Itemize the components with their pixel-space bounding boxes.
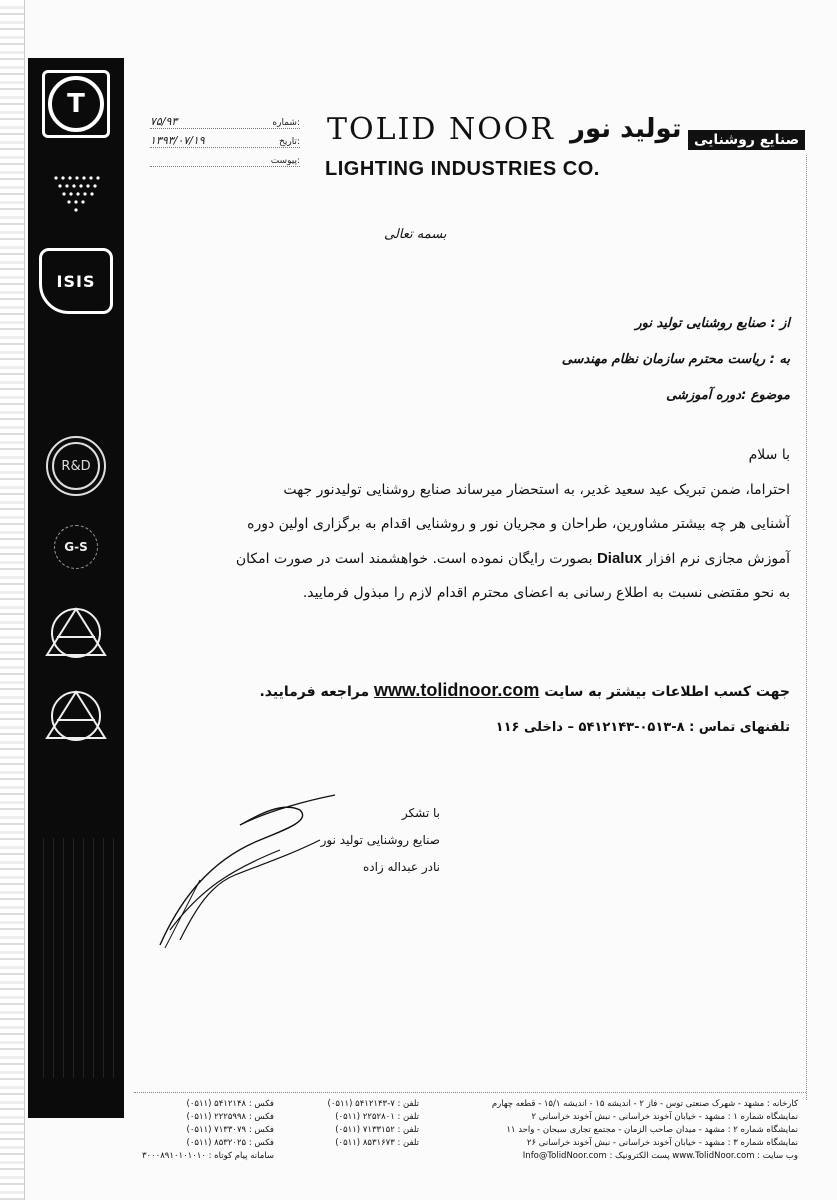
footer-sms: سامانه پیام کوتاه : ۳۰۰۰۸۹۱۰۱۰۱۰۱۰ — [141, 1151, 274, 1161]
footer-phones — [274, 1098, 419, 1150]
subject-line: موضوع :دوره آموزشی — [666, 388, 790, 403]
brand-tagline: صنایع روشنایی — [688, 130, 805, 150]
from-line: از : صنایع روشنایی تولید نور — [635, 316, 790, 331]
rd-seal-icon — [46, 436, 106, 496]
body-line-3-b: بصورت رایگان نموده است. خواهشمند است در صورت امکان — [235, 550, 593, 567]
letter-meta — [410, 306, 790, 414]
letter-body — [150, 438, 790, 611]
footer-faxes — [134, 1098, 274, 1163]
footer-phone: تلفن : ۷-۵۴۱۲۱۴۳ (۰۵۱۱) — [327, 1099, 419, 1109]
date-field — [150, 131, 300, 148]
attachment-label: پیوست: — [270, 156, 300, 166]
sign-name: نادر عبداله زاده — [362, 860, 440, 874]
letterhead-footer — [134, 1098, 804, 1178]
footer-addresses — [468, 1098, 798, 1163]
body-line-3 — [150, 542, 790, 577]
footer-address: کارخانه : مشهد - شهرک صنعتی توس - فاز ۲ - اندیشه ۱۵ - اندیشه ۱۵/۱ - قطعه چهارم — [491, 1099, 798, 1109]
attachment-field — [150, 150, 300, 167]
standard-seal-icon — [41, 686, 111, 748]
frame-bottom — [134, 1092, 806, 1093]
logo-letter: T — [48, 76, 104, 132]
brand-name-latin: TOLID NOOR — [327, 112, 555, 147]
body-line-1: احتراما، ضمن تبریک عید سعید غدیر، به استحضار میرساند صنایع روشنایی تولیدنور جهت — [283, 481, 790, 498]
phone-line: تلفنهای تماس : ۸-۰۵۱۳-۵۴۱۲۱۴۳ – داخلی ۱۱۶ — [495, 720, 790, 735]
certification-seal-icon — [41, 603, 111, 665]
basmala: بسمه تعالی — [384, 227, 447, 242]
date-label: تاریخ: — [279, 137, 300, 147]
brand-name-persian: تولید نور — [570, 114, 682, 144]
footer-phone: تلفن : ۲۲۵۲۸۰۱ (۰۵۱۱) — [335, 1112, 419, 1122]
website-intro: جهت کسب اطلاعات بیشتر به سایت — [544, 684, 790, 700]
dialux-keyword: Dialux — [596, 549, 642, 567]
iso-badge-icon: ISIS — [39, 248, 113, 314]
frame-right — [806, 155, 807, 1100]
rd-text: R&D — [52, 442, 100, 490]
sign-thanks: با تشکر — [401, 806, 440, 820]
body-line-3-a: آموزش مجازی نرم افزار — [646, 550, 790, 567]
reference-fields — [150, 112, 300, 169]
brand-subtitle: LIGHTING INDUSTRIES CO. — [325, 158, 600, 180]
footer-fax: فکس : ۲۲۲۵۹۹۸ (۰۵۱۱) — [186, 1112, 274, 1122]
date-value: ۱۳۹۳/۰۷/۱۹ — [150, 134, 205, 147]
footer-address: نمایشگاه شماره ۳ : مشهد - خیابان آخوند خراسانی - نبش آخوند خراسانی ۲۶ — [526, 1138, 798, 1148]
handwritten-signature — [140, 780, 340, 950]
greeting: با سلام — [748, 447, 790, 463]
light-dots-icon — [51, 174, 101, 214]
body-line-4: به نحو مقتضی نسبت به اطلاع رسانی به اعضای محترم اقدام لازم را مبذول فرمایید. — [302, 585, 790, 601]
footer-phone: تلفن : ۷۱۳۳۱۵۲ (۰۵۱۱) — [335, 1125, 419, 1135]
sign-company: صنایع روشنایی تولید نور — [320, 833, 440, 847]
footer-fax: فکس : ۸۵۳۲۰۲۵ (۰۵۱۱) — [186, 1138, 274, 1148]
body-line-2: آشنایی هر چه بیشتر مشاورین، طراحان و مجریان نور و روشنایی اقدام به برگزاری اولین دوره — [247, 516, 790, 532]
footer-fax: فکس : ۵۴۱۲۱۴۸ (۰۵۱۱) — [186, 1099, 274, 1109]
gs-mark-icon: G-S — [54, 525, 98, 569]
letterhead-sidebar — [28, 58, 124, 1118]
sidebar-texture — [34, 838, 118, 1078]
footer-fax: فکس : ۷۱۳۳۰۷۹ (۰۵۱۱) — [186, 1125, 274, 1135]
footer-phone: تلفن : ۸۵۳۱۶۷۳ (۰۵۱۱) — [335, 1138, 419, 1148]
number-label: شماره: — [272, 118, 300, 128]
number-value: ۷۵/۹۳ — [150, 115, 178, 128]
scan-edge — [0, 0, 25, 1200]
website-line — [250, 680, 790, 701]
footer-address: نمایشگاه شماره ۲ : مشهد - میدان صاحب الزمان - مجتمع تجاری سبحان - واحد ۱۱ — [506, 1125, 798, 1135]
number-field — [150, 112, 300, 129]
company-logo — [42, 70, 110, 138]
footer-address: نمایشگاه شماره ۱ : مشهد - خیابان آخوند خراسانی - نبش آخوند خراسانی ۲ — [531, 1112, 798, 1122]
footer-web: وب سایت : www.TolidNoor.com پست الکترونیک : Info@TolidNoor.com — [522, 1151, 798, 1161]
website-link[interactable]: www.tolidnoor.com — [374, 680, 540, 700]
website-outro: مراجعه فرمایید. — [259, 684, 370, 700]
to-line: به : ریاست محترم سازمان نظام مهندسی — [561, 352, 790, 367]
